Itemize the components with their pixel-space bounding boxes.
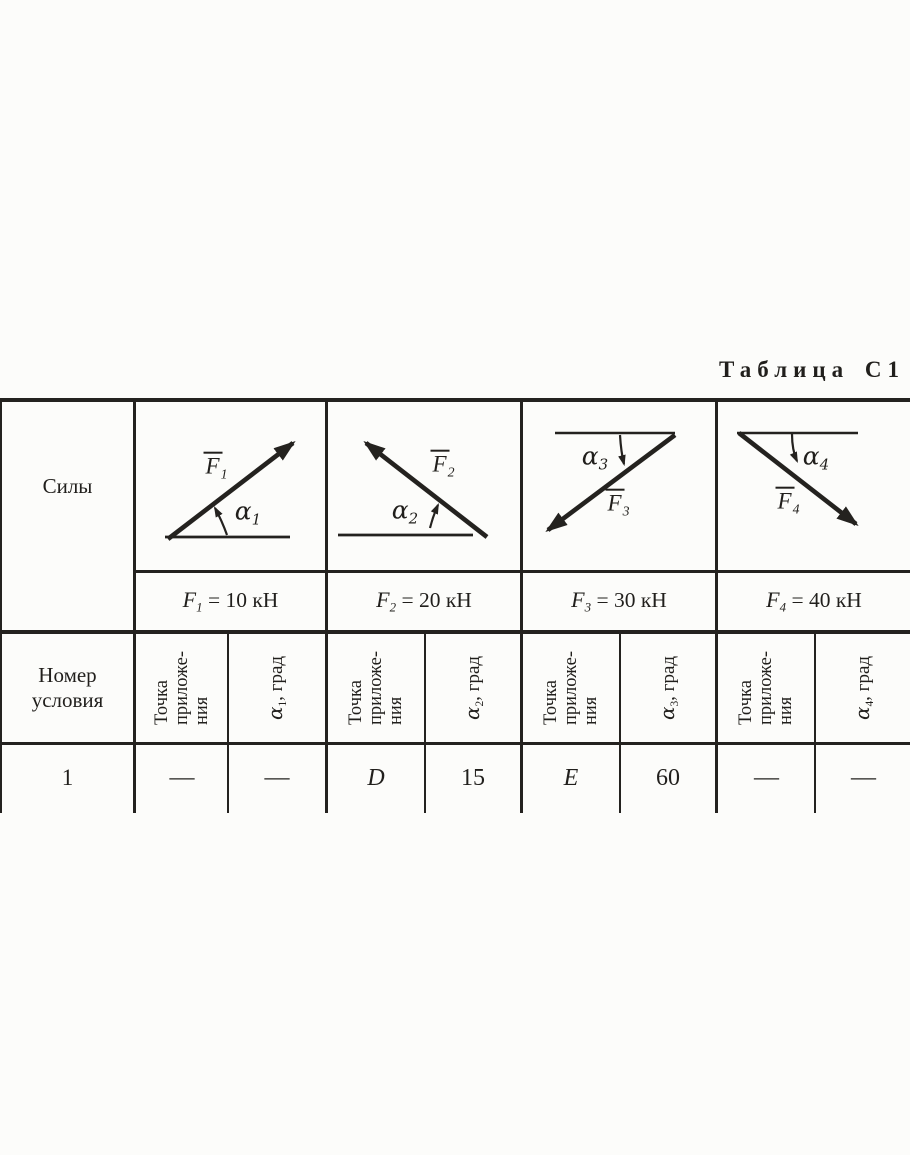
- f1-point-header: Точка приложе- ния: [151, 651, 212, 725]
- f2-angle-label: $\alpha_2$: [391, 495, 419, 528]
- condition-number-value: 1: [61, 765, 74, 790]
- data-cell-point-3: E: [563, 764, 579, 791]
- f3-point-header: Точка приложе- ния: [540, 651, 601, 725]
- f4-angle-arrow: [792, 434, 797, 461]
- data-cell-angle-3: 60: [656, 764, 680, 791]
- f2-magnitude: $F_2 = 20$ кН: [376, 587, 472, 615]
- f4-vector-label: $F_4$: [777, 488, 800, 517]
- f2-angle-arrow: [430, 505, 438, 528]
- f4-point-header: Точка приложе- ния: [735, 651, 796, 725]
- force-f1-diagram: [136, 402, 325, 570]
- f3-vector-label: $F_3$: [607, 490, 630, 519]
- f3-angle-arrow: [620, 435, 624, 464]
- f4-angle-header: $\alpha_4$, град: [850, 655, 876, 721]
- data-cell-angle-1: —: [264, 764, 289, 791]
- f2-diagram-svg: [328, 402, 520, 570]
- data-cell-point-2: D: [367, 764, 385, 791]
- f1-diagram-svg: [136, 402, 325, 570]
- f1-angle-header: $\alpha_1$, град: [263, 655, 290, 721]
- table-title: Таблица С1: [719, 357, 905, 382]
- data-cell-angle-2: 15: [461, 764, 485, 791]
- f1-magnitude: $F_1 = 10$ кН: [182, 587, 279, 615]
- f3-magnitude: $F_3 = 30$ кН: [571, 587, 667, 615]
- forces-row-label: Силы: [42, 473, 93, 498]
- f2-point-header: Точка приложе- ния: [345, 651, 406, 725]
- f3-diagram-svg: [523, 402, 715, 570]
- f2-force-arrow: [366, 443, 487, 537]
- f3-angle-header: $\alpha_3$, град: [655, 655, 681, 721]
- f1-angle-label: $\alpha_1$: [234, 496, 262, 529]
- f2-angle-header: $\alpha_2$, град: [460, 655, 486, 721]
- data-cell-angle-4: —: [851, 764, 875, 791]
- force-f4-diagram: [718, 402, 910, 570]
- f1-vector-label: $F_1$: [205, 453, 228, 482]
- condition-number-header: Номер условия: [31, 663, 104, 712]
- force-f2-diagram: [328, 402, 520, 570]
- data-cell-point-1: —: [169, 764, 194, 791]
- f4-diagram-svg: [718, 402, 910, 570]
- forces-table: [0, 398, 910, 813]
- f2-vector-label: $F_2$: [432, 451, 455, 480]
- f3-angle-label: $\alpha_3$: [581, 441, 609, 474]
- f4-magnitude: $F_4 = 40$ кН: [766, 587, 862, 615]
- force-f3-diagram: [523, 402, 715, 570]
- f1-force-arrow: [168, 443, 293, 539]
- data-cell-point-4: —: [754, 764, 778, 791]
- f4-angle-label: $\alpha_4$: [802, 441, 830, 474]
- f1-angle-arrow: [215, 508, 227, 535]
